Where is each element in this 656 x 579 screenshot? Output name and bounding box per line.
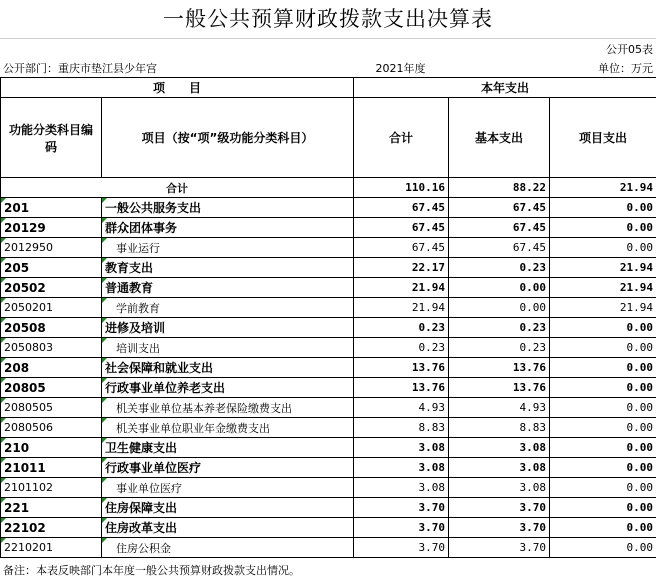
row-name xyxy=(102,218,354,238)
row-code-text: 2050803 xyxy=(4,341,53,354)
cell-marker-icon xyxy=(102,238,107,243)
cell-marker-icon xyxy=(102,198,107,203)
header-row-columns xyxy=(1,98,656,178)
row-name-text: 住房保障支出 xyxy=(105,501,178,515)
row-code-text: 208 xyxy=(4,360,30,375)
row-code xyxy=(1,198,102,218)
row-name xyxy=(102,378,354,398)
cell-marker-icon xyxy=(1,338,6,343)
row-name-text: 住房公积金 xyxy=(116,541,171,555)
row-project-text: 0.00 xyxy=(626,441,654,454)
row-name xyxy=(102,318,354,338)
row-code-text: 2080505 xyxy=(4,401,53,414)
cell-marker-icon xyxy=(102,398,107,403)
row-basic-text: 67.45 xyxy=(512,201,547,214)
row-basic-text: 13.76 xyxy=(512,361,547,374)
row-name-text: 一般公共服务支出 xyxy=(105,201,202,215)
cell-marker-icon xyxy=(1,478,6,483)
total-amount: 110.16 xyxy=(354,178,449,198)
row-project xyxy=(550,218,656,238)
cell-marker-icon xyxy=(102,378,107,383)
cell-marker-icon xyxy=(1,278,6,283)
row-project-text: 0.00 xyxy=(626,221,654,234)
row-name-text: 行政事业单位医疗 xyxy=(105,461,202,475)
table-row xyxy=(1,278,656,298)
row-project xyxy=(550,318,656,338)
table-row xyxy=(1,538,656,558)
row-code-text: 2080506 xyxy=(4,421,53,434)
row-total-text: 3.08 xyxy=(418,461,446,474)
row-name-text: 学前教育 xyxy=(116,301,160,315)
row-basic-text: 0.00 xyxy=(519,281,547,294)
row-basic xyxy=(449,478,550,498)
table-row xyxy=(1,498,656,518)
row-name xyxy=(102,418,354,438)
row-total-text: 3.70 xyxy=(418,501,446,514)
row-code xyxy=(1,458,102,478)
row-total-text: 21.94 xyxy=(411,281,446,294)
row-name-text: 社会保障和就业支出 xyxy=(105,361,214,375)
row-project-text: 0.00 xyxy=(626,421,654,434)
row-project xyxy=(550,198,656,218)
row-total xyxy=(354,238,449,258)
row-basic-text: 8.83 xyxy=(519,421,547,434)
row-project xyxy=(550,378,656,398)
row-basic-text: 0.23 xyxy=(519,341,547,354)
row-total-text: 0.23 xyxy=(418,341,446,354)
row-project xyxy=(550,278,656,298)
form-number: 公开05表 xyxy=(606,43,653,56)
cell-marker-icon xyxy=(1,458,6,463)
row-code-text: 201 xyxy=(4,200,30,215)
row-basic xyxy=(449,438,550,458)
row-project-text: 21.94 xyxy=(619,301,654,314)
row-total-text: 8.83 xyxy=(418,421,446,434)
row-name-text: 事业运行 xyxy=(116,241,160,255)
cell-marker-icon xyxy=(102,478,107,483)
row-basic-text: 3.08 xyxy=(519,441,547,454)
header-name: 项目（按“项”级功能分类科目） xyxy=(102,98,354,178)
row-basic-text: 3.08 xyxy=(519,461,547,474)
row-code xyxy=(1,318,102,338)
cell-marker-icon xyxy=(102,278,107,283)
row-code xyxy=(1,258,102,278)
cell-marker-icon xyxy=(1,518,6,523)
row-total-text: 67.45 xyxy=(411,241,446,254)
row-basic xyxy=(449,538,550,558)
expenditure-table xyxy=(0,77,656,558)
cell-marker-icon xyxy=(102,498,107,503)
row-basic xyxy=(449,398,550,418)
row-project-text: 0.00 xyxy=(626,401,654,414)
row-project-text: 0.00 xyxy=(626,341,654,354)
row-code-text: 22102 xyxy=(4,520,46,535)
row-project xyxy=(550,418,656,438)
row-basic-text: 0.00 xyxy=(519,301,547,314)
row-total-text: 13.76 xyxy=(411,381,446,394)
row-total-text: 4.93 xyxy=(418,401,446,414)
table-row xyxy=(1,398,656,418)
row-basic xyxy=(449,318,550,338)
cell-marker-icon xyxy=(102,538,107,543)
total-row xyxy=(1,178,656,198)
row-total xyxy=(354,198,449,218)
row-name-text: 卫生健康支出 xyxy=(105,441,178,455)
row-total xyxy=(354,518,449,538)
row-code xyxy=(1,298,102,318)
row-name xyxy=(102,518,354,538)
row-project-text: 0.00 xyxy=(626,201,654,214)
table-row xyxy=(1,198,656,218)
cell-marker-icon xyxy=(102,298,107,303)
row-name-text: 事业单位医疗 xyxy=(116,481,182,495)
row-basic-text: 67.45 xyxy=(512,241,547,254)
table-row xyxy=(1,298,656,318)
row-total-text: 22.17 xyxy=(411,261,446,274)
row-total xyxy=(354,538,449,558)
row-basic xyxy=(449,358,550,378)
cell-marker-icon xyxy=(102,338,107,343)
row-total-text: 67.45 xyxy=(411,201,446,214)
row-code-text: 210 xyxy=(4,440,30,455)
report-title: 一般公共预算财政拨款支出决算表 xyxy=(163,7,493,31)
row-code xyxy=(1,278,102,298)
row-basic xyxy=(449,238,550,258)
header-basic: 基本支出 xyxy=(449,98,550,178)
row-basic-text: 0.23 xyxy=(519,261,547,274)
fiscal-year: 2021年度 xyxy=(375,62,426,75)
unit-label: 单位：万元 xyxy=(598,62,653,75)
row-basic xyxy=(449,218,550,238)
cell-marker-icon xyxy=(102,218,107,223)
row-project xyxy=(550,398,656,418)
row-code-text: 20502 xyxy=(4,280,46,295)
row-basic-text: 3.08 xyxy=(519,481,547,494)
cell-marker-icon xyxy=(1,258,6,263)
row-name-text: 教育支出 xyxy=(105,261,154,275)
row-code xyxy=(1,238,102,258)
row-basic xyxy=(449,418,550,438)
row-code-text: 20129 xyxy=(4,220,46,235)
row-basic xyxy=(449,298,550,318)
row-name xyxy=(102,358,354,378)
row-name xyxy=(102,398,354,418)
header-code: 功能分类科目编码 xyxy=(1,98,102,178)
row-name xyxy=(102,538,354,558)
row-name xyxy=(102,498,354,518)
row-name xyxy=(102,458,354,478)
total-basic: 88.22 xyxy=(449,178,550,198)
row-basic-text: 13.76 xyxy=(512,381,547,394)
row-total xyxy=(354,458,449,478)
row-name xyxy=(102,438,354,458)
row-project-text: 21.94 xyxy=(619,281,654,294)
cell-marker-icon xyxy=(1,438,6,443)
row-code xyxy=(1,438,102,458)
row-total-text: 3.70 xyxy=(418,541,446,554)
table-row xyxy=(1,518,656,538)
row-basic xyxy=(449,198,550,218)
row-total-text: 0.23 xyxy=(418,321,446,334)
row-project xyxy=(550,478,656,498)
department-label: 公开部门：重庆市垫江县少年宫 xyxy=(3,62,157,75)
row-project xyxy=(550,458,656,478)
row-total xyxy=(354,318,449,338)
row-total-text: 21.94 xyxy=(411,301,446,314)
row-project-text: 0.00 xyxy=(626,541,654,554)
cell-marker-icon xyxy=(1,538,6,543)
cell-marker-icon xyxy=(1,238,6,243)
row-basic-text: 67.45 xyxy=(512,221,547,234)
cell-marker-icon xyxy=(102,358,107,363)
row-project-text: 0.00 xyxy=(626,321,654,334)
row-project xyxy=(550,358,656,378)
table-row xyxy=(1,218,656,238)
row-basic xyxy=(449,338,550,358)
row-total-text: 67.45 xyxy=(411,221,446,234)
row-total xyxy=(354,338,449,358)
row-code xyxy=(1,498,102,518)
row-name xyxy=(102,198,354,218)
row-name-text: 进修及培训 xyxy=(105,321,166,335)
row-basic-text: 3.70 xyxy=(519,521,547,534)
row-total xyxy=(354,278,449,298)
row-name xyxy=(102,338,354,358)
row-name xyxy=(102,478,354,498)
row-code-text: 2101102 xyxy=(4,481,53,494)
table-row xyxy=(1,478,656,498)
row-basic-text: 3.70 xyxy=(519,541,547,554)
cell-marker-icon xyxy=(102,418,107,423)
cell-marker-icon xyxy=(1,318,6,323)
row-code-text: 20805 xyxy=(4,380,46,395)
row-project xyxy=(550,518,656,538)
row-total xyxy=(354,378,449,398)
form-number-row xyxy=(0,38,656,57)
row-total xyxy=(354,478,449,498)
row-total-text: 3.08 xyxy=(418,481,446,494)
row-code xyxy=(1,518,102,538)
cell-marker-icon xyxy=(1,198,6,203)
row-total xyxy=(354,298,449,318)
header-total: 合计 xyxy=(354,98,449,178)
row-basic xyxy=(449,458,550,478)
row-total xyxy=(354,498,449,518)
header-project: 项目支出 xyxy=(550,98,656,178)
total-label: 合计 xyxy=(1,178,354,198)
row-basic xyxy=(449,378,550,398)
row-project xyxy=(550,498,656,518)
row-project-text: 0.00 xyxy=(626,241,654,254)
row-total-text: 13.76 xyxy=(411,361,446,374)
row-total xyxy=(354,258,449,278)
row-basic xyxy=(449,498,550,518)
cell-marker-icon xyxy=(1,398,6,403)
row-code-text: 20508 xyxy=(4,320,46,335)
row-total xyxy=(354,358,449,378)
row-code xyxy=(1,478,102,498)
row-project-text: 0.00 xyxy=(626,361,654,374)
table-row xyxy=(1,338,656,358)
row-project xyxy=(550,338,656,358)
cell-marker-icon xyxy=(1,218,6,223)
cell-marker-icon xyxy=(102,518,107,523)
total-project: 21.94 xyxy=(550,178,656,198)
cell-marker-icon xyxy=(102,258,107,263)
cell-marker-icon xyxy=(1,498,6,503)
row-total-text: 3.70 xyxy=(418,521,446,534)
row-total xyxy=(354,218,449,238)
row-basic-text: 0.23 xyxy=(519,321,547,334)
row-name-text: 住房改革支出 xyxy=(105,521,178,535)
row-project-text: 0.00 xyxy=(626,481,654,494)
row-project-text: 0.00 xyxy=(626,381,654,394)
row-code xyxy=(1,398,102,418)
meta-row xyxy=(0,57,656,76)
cell-marker-icon xyxy=(1,418,6,423)
row-total xyxy=(354,418,449,438)
row-project-text: 0.00 xyxy=(626,521,654,534)
table-row xyxy=(1,318,656,338)
row-basic-text: 4.93 xyxy=(519,401,547,414)
row-total-text: 3.08 xyxy=(418,441,446,454)
footnote: 备注：本表反映部门本年度一般公共预算财政拨款支出情况。 xyxy=(3,564,300,577)
row-project xyxy=(550,258,656,278)
row-code xyxy=(1,418,102,438)
row-project-text: 21.94 xyxy=(619,261,654,274)
row-name-text: 机关事业单位基本养老保险缴费支出 xyxy=(116,401,292,415)
table-row xyxy=(1,418,656,438)
table-row xyxy=(1,238,656,258)
row-project xyxy=(550,538,656,558)
row-code xyxy=(1,358,102,378)
row-code xyxy=(1,338,102,358)
table-row xyxy=(1,358,656,378)
table-row xyxy=(1,438,656,458)
row-project-text: 0.00 xyxy=(626,501,654,514)
row-code-text: 2012950 xyxy=(4,241,53,254)
row-name-text: 群众团体事务 xyxy=(105,221,178,235)
row-name xyxy=(102,238,354,258)
row-name-text: 机关事业单位职业年金缴费支出 xyxy=(116,421,270,435)
row-name-text: 培训支出 xyxy=(116,341,160,355)
cell-marker-icon xyxy=(1,378,6,383)
cell-marker-icon xyxy=(1,298,6,303)
table-row xyxy=(1,378,656,398)
row-code-text: 21011 xyxy=(4,460,46,475)
row-code-text: 221 xyxy=(4,500,30,515)
cell-marker-icon xyxy=(102,318,107,323)
header-item-group: 项 目 xyxy=(1,78,354,98)
row-name xyxy=(102,258,354,278)
row-total xyxy=(354,398,449,418)
row-basic xyxy=(449,518,550,538)
row-total xyxy=(354,438,449,458)
row-name xyxy=(102,298,354,318)
header-row-group xyxy=(1,78,656,98)
row-code xyxy=(1,538,102,558)
row-code-text: 205 xyxy=(4,260,30,275)
row-name-text: 行政事业单位养老支出 xyxy=(105,381,226,395)
cell-marker-icon xyxy=(102,438,107,443)
row-name-text: 普通教育 xyxy=(105,281,154,295)
table-row xyxy=(1,458,656,478)
row-basic-text: 3.70 xyxy=(519,501,547,514)
row-project xyxy=(550,298,656,318)
cell-marker-icon xyxy=(1,358,6,363)
row-name xyxy=(102,278,354,298)
row-project xyxy=(550,438,656,458)
row-code-text: 2210201 xyxy=(4,541,53,554)
cell-marker-icon xyxy=(102,458,107,463)
row-basic xyxy=(449,278,550,298)
header-expense-group: 本年支出 xyxy=(354,78,656,98)
row-code xyxy=(1,378,102,398)
row-basic xyxy=(449,258,550,278)
row-project-text: 0.00 xyxy=(626,461,654,474)
table-row xyxy=(1,258,656,278)
row-project xyxy=(550,238,656,258)
row-code-text: 2050201 xyxy=(4,301,53,314)
row-code xyxy=(1,218,102,238)
